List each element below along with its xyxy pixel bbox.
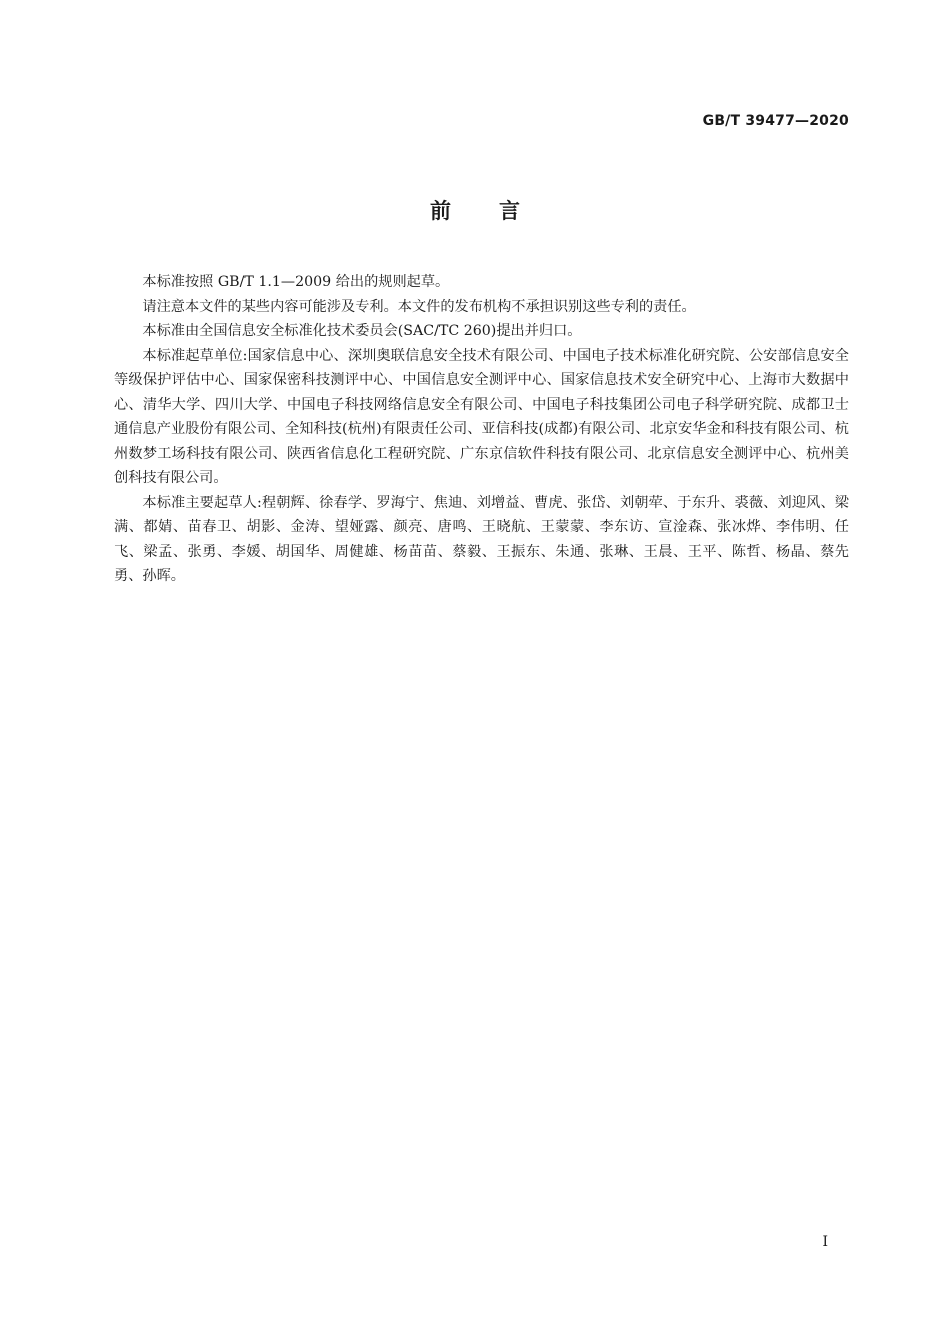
paragraph-patent-notice: 请注意本文件的某些内容可能涉及专利。本文件的发布机构不承担识别这些专利的责任。 (142, 298, 696, 315)
page-number: I (822, 1234, 828, 1250)
page-title: 前言 (430, 199, 568, 223)
foreword-body (114, 270, 849, 589)
paragraph-proposer: 本标准由全国信息安全标准化技术委员会(SAC/TC 260)提出并归口。 (142, 323, 582, 339)
standard-number: GB/T 39477—2020 (702, 113, 849, 129)
paragraph-drafting-units: 本标准起草单位:国家信息中心、深圳奥联信息安全技术有限公司、中国电子技术标准化研究院、公安部信息安全等级保护评估中心、国家保密科技测评中心、中国信息安全测评中心、国家信息技术安全研究中心、上海市大数据中心、清华大学、四川大学、中国电子科技网络信息安全有限公司、中国电子科技集团公司电子科学研究院、成都卫士通信息产业股份有限公司、全知科技(杭州)有限责任公司、亚信科技(成都)有限公司、北京安华金和科技有限公司、杭州数梦工场科技有限公司、陕西省信息化工程研究院、广东京信软件科技有限公司、北京信息安全测评中心、杭州美创科技有限公司。 (114, 347, 849, 486)
paragraph-drafters: 本标准主要起草人:程朝辉、徐春学、罗海宁、焦迪、刘增益、曹虎、张岱、刘朝荦、于东升、裘薇、刘迎风、梁满、都婧、苗春卫、胡影、金涛、望娅露、颜亮、唐鸣、王晓航、王蒙蒙、李东访、宣淦森、张冰烨、李伟明、任飞、梁孟、张勇、李媛、胡国华、周健雄、杨苗苗、蔡毅、王振东、朱通、张琳、王晨、王平、陈哲、杨晶、蔡先勇、孙晖。 (114, 494, 849, 584)
paragraph-drafting-rules: 本标准按照 GB/T 1.1—2009 给出的规则起草。 (142, 274, 450, 290)
